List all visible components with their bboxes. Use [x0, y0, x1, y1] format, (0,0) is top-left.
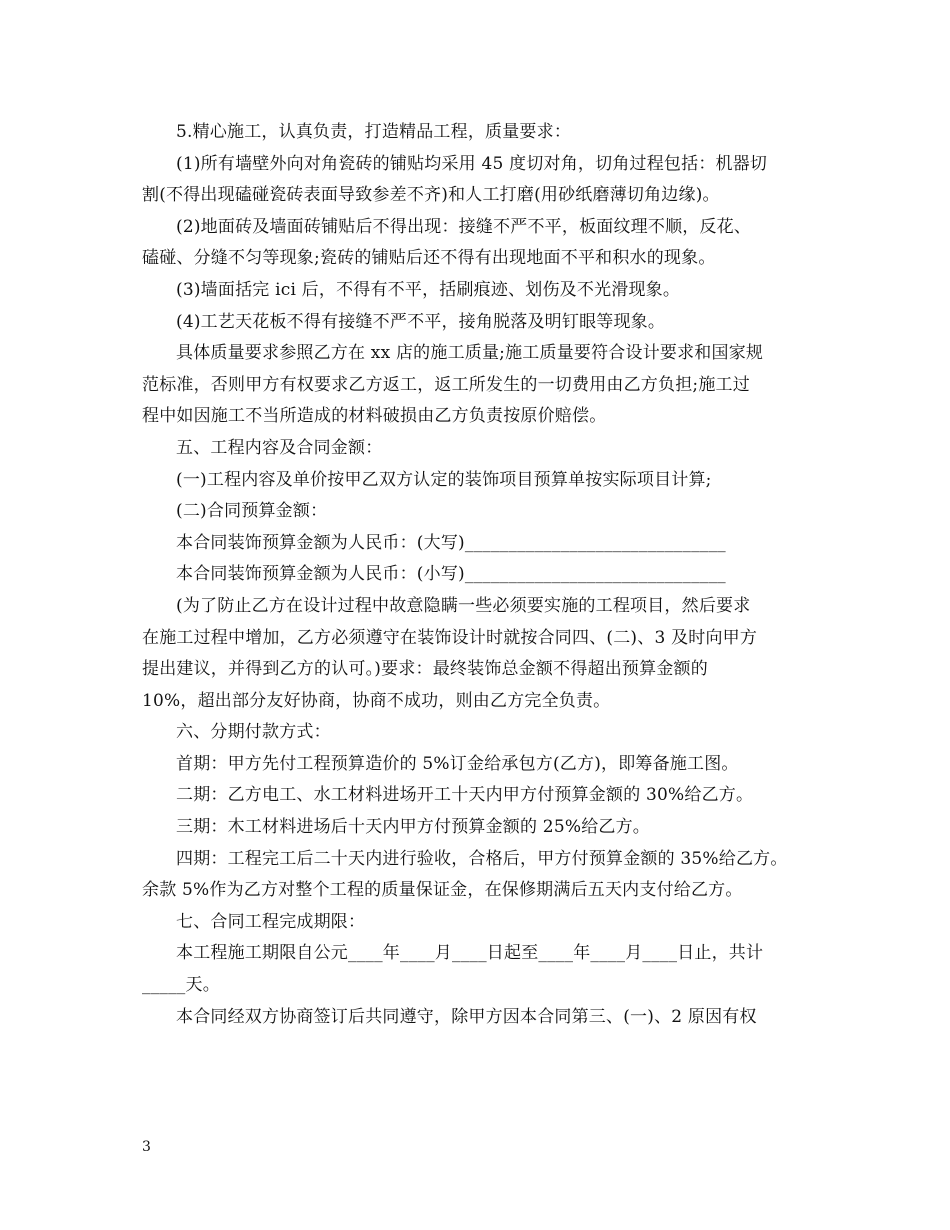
amount-uppercase-line: 本合同装饰预算金额为人民币：(大写)______________________________ — [176, 532, 726, 553]
paragraph-line: 5.精心施工，认真负责，打造精品工程，质量要求： — [176, 122, 572, 142]
paragraph-line: (4)工艺天花板不得有接缝不严不平，接角脱落及明钉眼等现象。 — [176, 311, 666, 332]
payment-stage-line: 余款 5%作为乙方对整个工程的质量保证金，在保修期满后五天内支付给乙方。 — [142, 880, 743, 901]
paragraph-line: 割(不得出现磕碰瓷砖表面导致参差不齐)和人工打磨(用砂纸磨薄切角边缘)。 — [142, 185, 720, 206]
paragraph-line: (2)地面砖及墙面砖铺贴后不得出现：接缝不严不平，板面纹理不顺，反花、 — [176, 216, 752, 237]
paragraph-line: 范标准，否则甲方有权要求乙方返工，返工所发生的一切费用由乙方负担;施工过 — [142, 374, 750, 395]
paragraph-line: (1)所有墙壁外向对角瓷砖的铺贴均采用 45 度切对角，切角过程包括：机器切 — [176, 153, 768, 174]
payment-stage-line: 二期：乙方电工、水工材料进场开工十天内甲方付预算金额的 30%给乙方。 — [176, 785, 754, 806]
payment-stage-line: 三期：木工材料进场后十天内甲方付预算金额的 25%给乙方。 — [176, 817, 650, 838]
payment-stage-line: 首期：甲方先付工程预算造价的 5%订金给承包方(乙方)，即筹备施工图。 — [176, 753, 739, 774]
document-body — [142, 117, 812, 1033]
paragraph-line: _____天。 — [142, 975, 220, 996]
section-heading: 五、工程内容及合同金额： — [176, 437, 383, 458]
paragraph-line: 磕碰、分缝不匀等现象;瓷砖的铺贴后还不得有出现地面不平和积水的现象。 — [142, 248, 716, 269]
paragraph-line: 具体质量要求参照乙方在 xx 店的施工质量;施工质量要符合设计要求和国家规 — [176, 343, 764, 364]
amount-digits-line: 本合同装饰预算金额为人民币：(小写)______________________________ — [176, 564, 726, 585]
page-number: 3 — [142, 1139, 151, 1155]
paragraph-line: 本工程施工期限自公元____年____月____日起至____年____月____日止，共计 — [176, 943, 764, 964]
paragraph-line: (一)工程内容及单价按甲乙双方认定的装饰项目预算单按实际项目计算; — [176, 469, 712, 490]
payment-stage-line: 四期：工程完工后二十天内进行验收，合格后，甲方付预算金额的 35%给乙方。 — [176, 848, 788, 869]
paragraph-line: 在施工过程中增加，乙方必须遵守在装饰设计时就按合同四、(二)、3 及时向甲方 — [142, 627, 758, 648]
paragraph-line: 提出建议，并得到乙方的认可。)要求：最终装饰总金额不得超出预算金额的 — [142, 659, 708, 680]
paragraph-line: 10%，超出部分友好协商，协商不成功，则由乙方完全负责。 — [142, 690, 611, 711]
section-heading: 七、合同工程完成期限： — [176, 911, 366, 932]
paragraph-line: (3)墙面括完 ici 后，不得有不平，括刷痕迹、划伤及不光滑现象。 — [176, 279, 681, 300]
paragraph-line: (为了防止乙方在设计过程中故意隐瞒一些必须要实施的工程项目，然后要求 — [176, 595, 751, 616]
paragraph-line: 程中如因施工不当所造成的材料破损由乙方负责按原价赔偿。 — [142, 406, 607, 427]
section-heading: 六、分期付款方式： — [176, 722, 331, 743]
paragraph-line: 本合同经双方协商签订后共同遵守，除甲方因本合同第三、(一)、2 原因有权 — [176, 1006, 757, 1027]
paragraph-line: (二)合同预算金额： — [176, 501, 328, 522]
